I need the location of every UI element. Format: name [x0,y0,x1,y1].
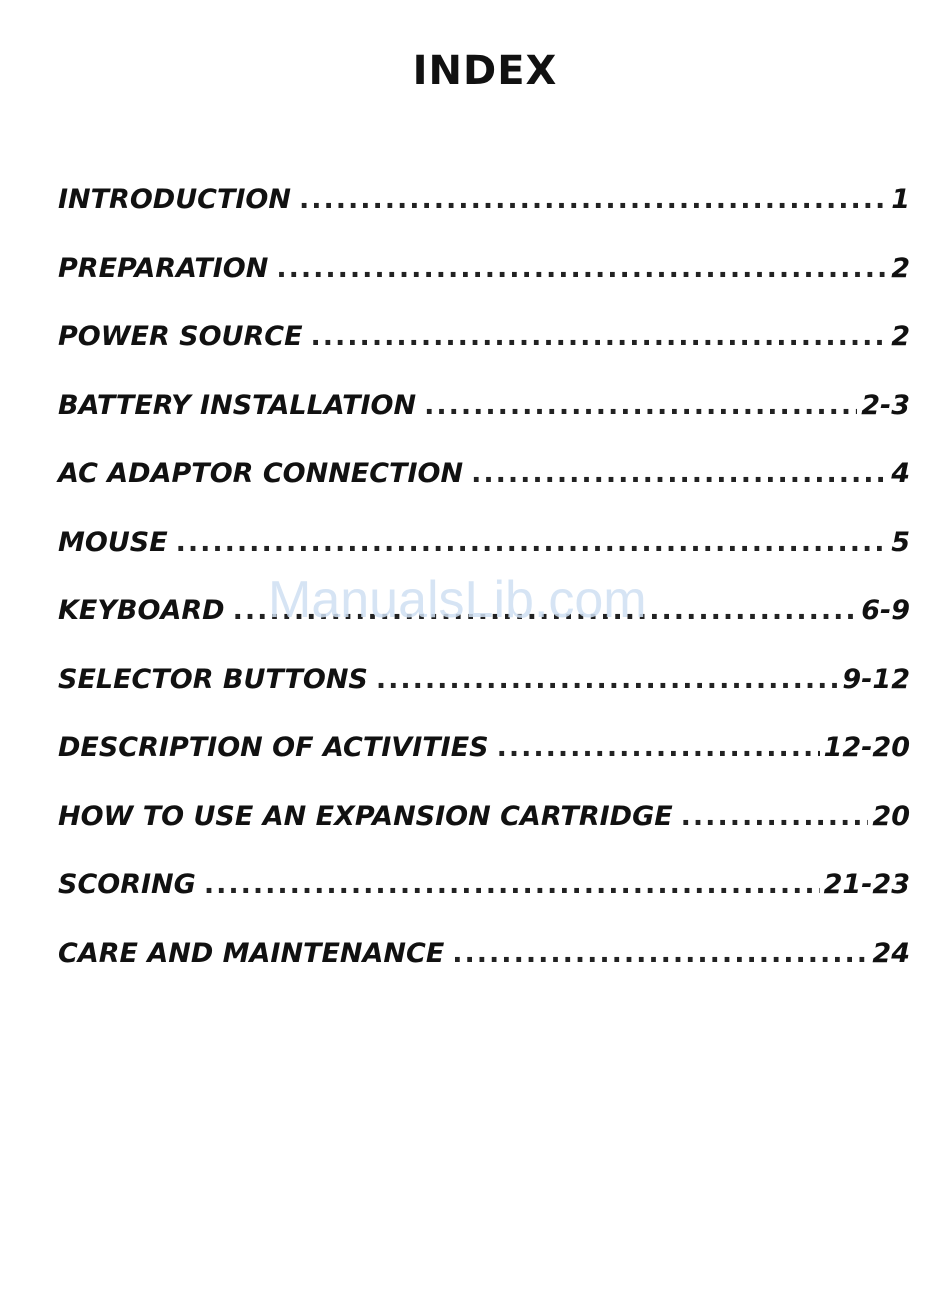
entry-label: SELECTOR BUTTONS [58,663,368,695]
dot-leader [176,527,888,558]
dot-leader [311,321,888,352]
entry-label: KEYBOARD [58,595,225,626]
index-entry [58,390,910,459]
entry-page: 12-20 [823,732,910,763]
index-entry [58,801,910,870]
index-entry [58,184,910,253]
entry-label: SCORING [58,869,196,900]
page-title: INDEX [412,48,558,94]
entry-label: BATTERY INSTALLATION [58,389,417,421]
dot-leader [276,253,887,284]
entry-page: 9-12 [842,663,910,695]
dot-leader [233,595,858,626]
entry-label: MOUSE [58,526,168,558]
entry-page: 1 [891,184,910,215]
index-entry [58,664,910,733]
dot-leader [376,664,839,695]
entry-label: AC ADAPTOR CONNECTION [58,458,464,489]
index-entry [58,253,910,322]
index-entry [58,732,910,801]
dot-leader [497,732,820,763]
dot-leader [204,869,820,900]
index-entry [58,938,910,1007]
entry-label: INTRODUCTION [58,184,291,215]
index-list [58,184,910,1006]
entry-page: 24 [872,937,910,969]
entry-label: CARE AND MAINTENANCE [58,937,445,969]
dot-leader [471,458,887,489]
entry-label: PREPARATION [58,252,269,284]
entry-page: 2-3 [861,389,910,421]
index-entry [58,458,910,527]
entry-label: POWER SOURCE [58,321,303,352]
entry-page: 4 [891,458,910,489]
index-entry [58,321,910,390]
dot-leader [452,938,868,969]
entry-page: 21-23 [823,869,910,900]
dot-leader [299,184,887,215]
entry-page: 2 [891,321,910,352]
index-entry [58,595,910,664]
entry-label: HOW TO USE AN EXPANSION CARTRIDGE [58,800,673,832]
entry-label: DESCRIPTION OF ACTIVITIES [58,732,489,763]
watermark: ManualsLib.com [268,571,647,629]
entry-page: 20 [872,800,910,832]
index-entry [58,869,910,938]
entry-page: 6-9 [861,595,910,626]
entry-page: 5 [891,526,910,558]
dot-leader [424,390,857,421]
entry-page: 2 [891,252,910,284]
dot-leader [681,801,869,832]
index-entry [58,527,910,596]
